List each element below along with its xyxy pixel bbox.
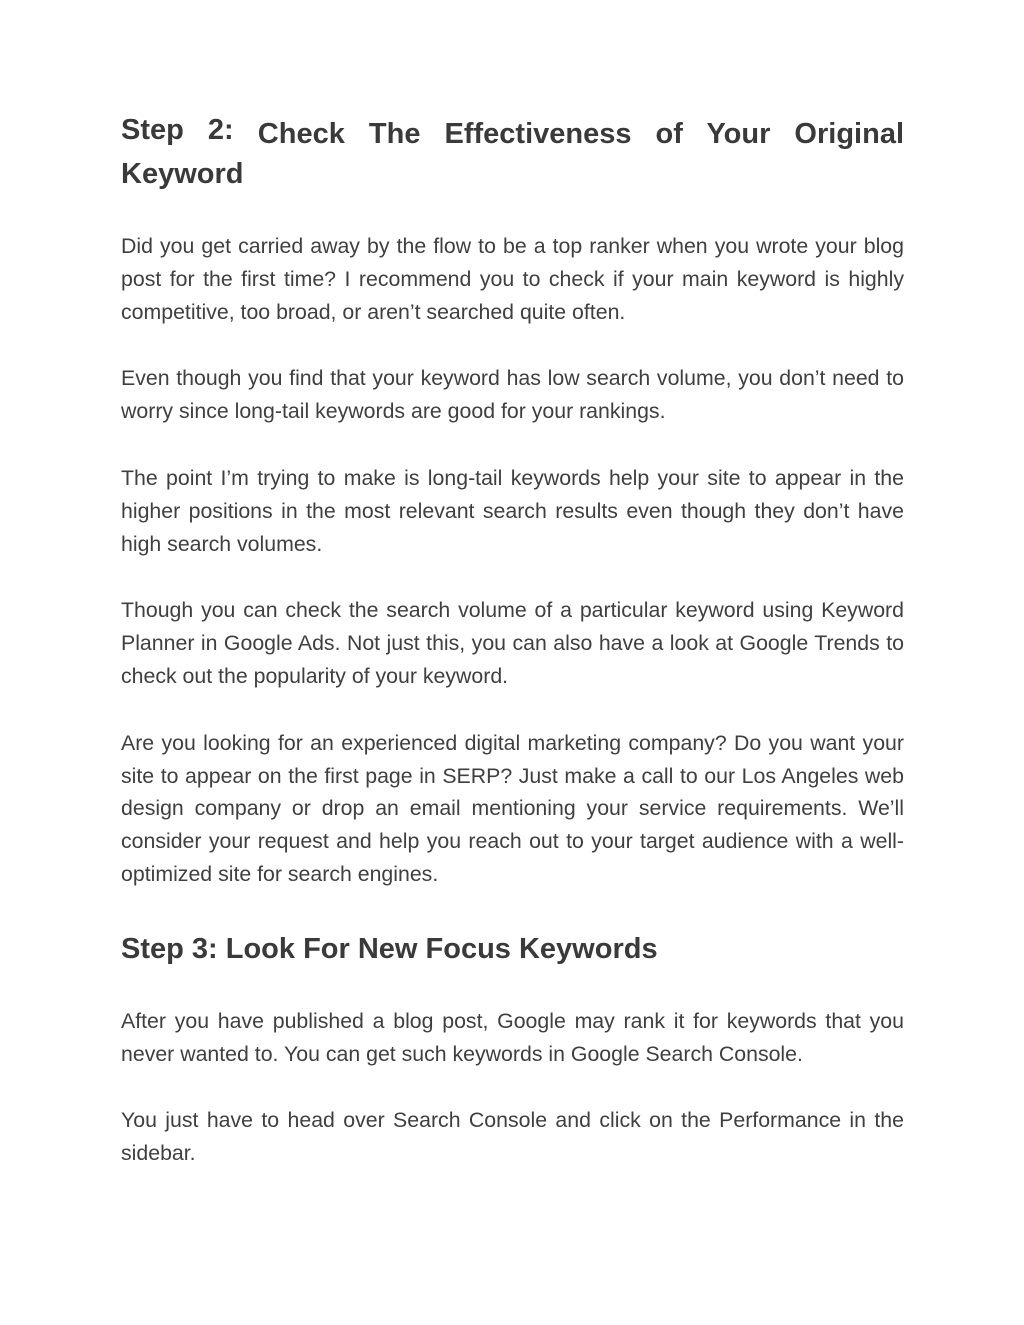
step2-paragraph-5: Are you looking for an experienced digital marketing company? Do you want your site to appear on the first page in SERP? Just make a call to our Los Angeles web design company or drop an email mentioning your service requirements. We’ll consider your request and help you reach out to your target audience with a well-optimized site for search engines. bbox=[121, 730, 904, 886]
step2-heading bbox=[121, 114, 904, 194]
step2-paragraph-1: Did you get carried away by the flow to be a top ranker when you wrote your blog post for the first time? I recommend you to check if your main keyword is highly competitive, too broad, or aren’t searched quite often. bbox=[121, 234, 904, 324]
step3-paragraph-1: After you have published a blog post, Google may rank it for keywords that you never wanted to. You can get such keywords in Google Search Console. bbox=[121, 1008, 904, 1066]
document-page bbox=[121, 114, 904, 1170]
step2-title: Check The Effectiveness of Your Original Keyword bbox=[121, 118, 905, 190]
step3-paragraph-2: You just have to head over Search Console and click on the Performance in the sidebar. bbox=[121, 1108, 904, 1166]
step3-heading: Step 3: Look For New Focus Keywords bbox=[121, 932, 658, 965]
step2-paragraph-2: Even though you find that your keyword has low search volume, you don’t need to worry since long-tail keywords are good for your rankings. bbox=[121, 366, 904, 424]
step2-paragraph-4: Though you can check the search volume of a particular keyword using Keyword Planner in Google Ads. Not just this, you can also have a look at Google Trends to check out the popularity of your keyword. bbox=[121, 598, 904, 688]
step2-paragraph-3: The point I’m trying to make is long-tail keywords help your site to appear in the higher positions in the most relevant search results even though they don’t have high search volumes. bbox=[121, 465, 904, 556]
step2-label: Step 2: bbox=[121, 114, 234, 146]
